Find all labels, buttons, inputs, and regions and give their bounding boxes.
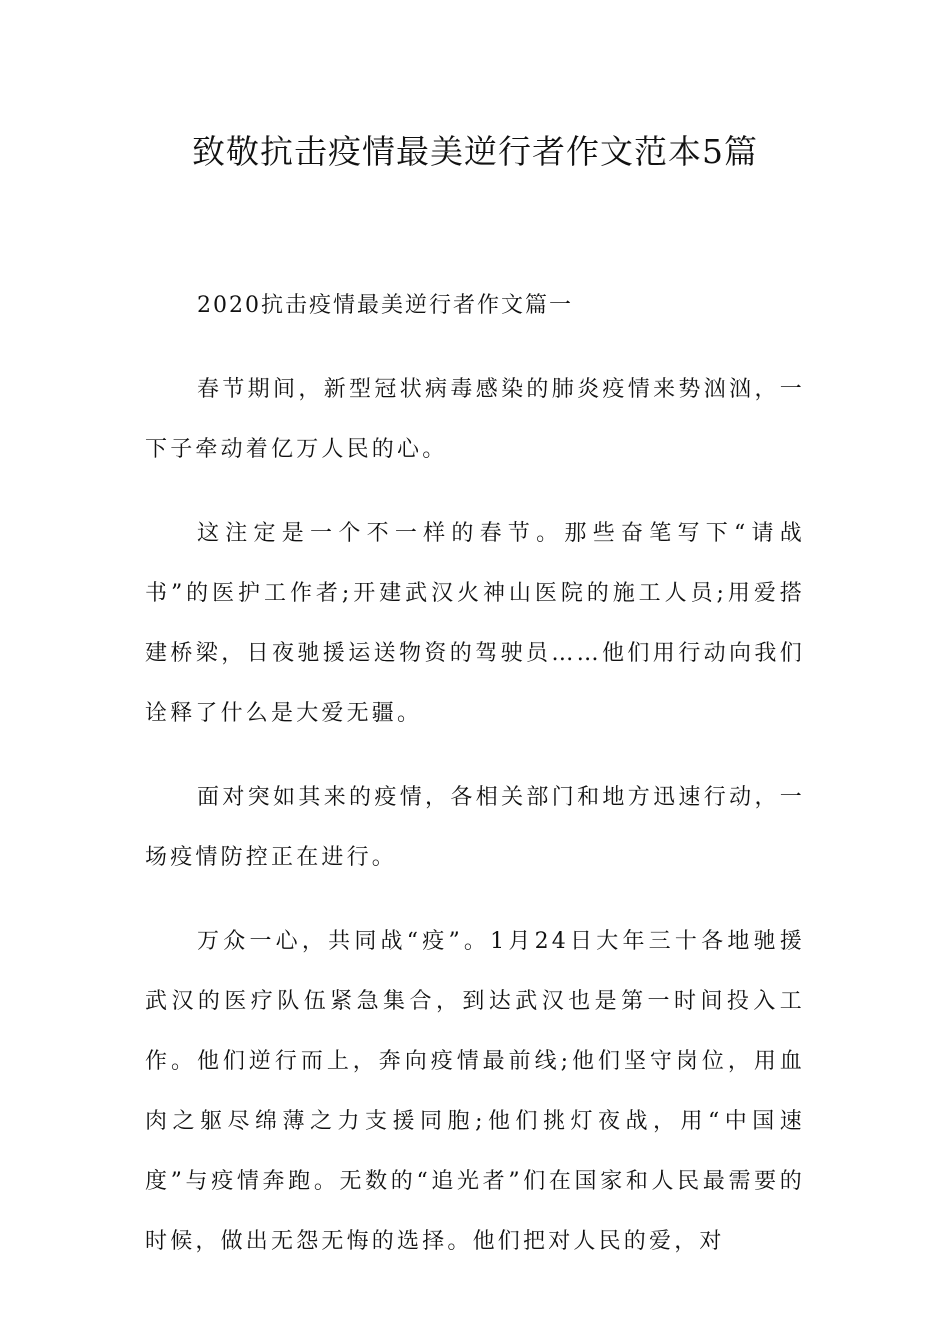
document-body [145, 276, 805, 1296]
paragraph-2: 这注定是一个不一样的春节。那些奋笔写下“请战书”的医护工作者;开建武汉火神山医院的施工人员;用爱搭建桥梁，日夜驰援运送物资的驾驶员……他们用行动向我们诠释了什么是大爱无疆。 [145, 521, 805, 726]
paragraph-1: 春节期间，新型冠状病毒感染的肺炎疫情来势汹汹，一下子牵动着亿万人民的心。 [145, 377, 805, 462]
section-heading: 2020抗击疫情最美逆行者作文篇一 [197, 293, 573, 318]
paragraph-3: 面对突如其来的疫情，各相关部门和地方迅速行动，一场疫情防控正在进行。 [145, 785, 805, 870]
paragraph-4: 万众一心，共同战“疫”。1月24日大年三十各地驰援武汉的医疗队伍紧急集合，到达武汉也是第一时间投入工作。他们逆行而上，奔向疫情最前线;他们坚守岗位，用血肉之躯尽绵薄之力支援同胞;他们挑灯夜战，用“中国速度”与疫情奔跑。无数的“追光者”们在国家和人民最需要的时候，做出无怨无悔的选择。他们把对人民的爱，对 [145, 929, 805, 1254]
document-title: 致敬抗击疫情最美逆行者作文范本5篇 [192, 132, 758, 171]
